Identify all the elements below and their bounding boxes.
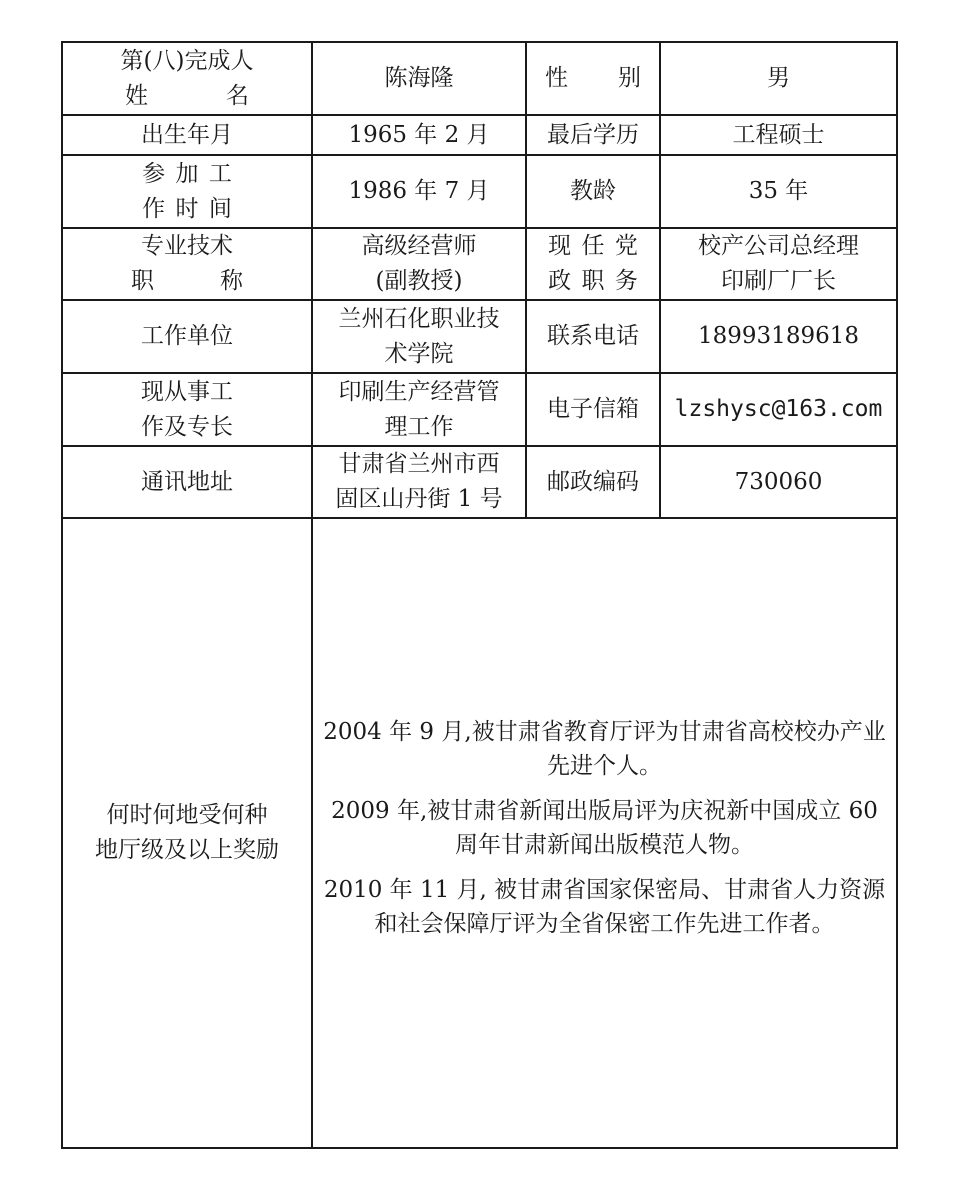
- birth-label: 出生年月: [62, 115, 312, 155]
- gender-label-a: 性: [545, 65, 568, 91]
- awards-label-line1: 何时何地受何种: [106, 802, 268, 828]
- title-label-line1: 专业技术: [141, 233, 233, 259]
- education-label: 最后学历: [526, 115, 660, 155]
- work-start-label-cell: [62, 155, 312, 228]
- title-value-line1: 高级经营师: [361, 233, 477, 259]
- employer-value-cell: [312, 300, 526, 373]
- post-value-cell: [660, 228, 897, 300]
- award-item: 2010 年 11 月, 被甘肃省国家保密局、甘肃省人力资源和社会保障厅评为全省保密工作先进工作者。: [323, 876, 886, 937]
- row-birth: [62, 115, 897, 155]
- name-label-line2a: 姓: [125, 82, 148, 109]
- work-label-line2: 作及专长: [141, 413, 233, 440]
- awards-content: [312, 518, 897, 1148]
- gender-value: 男: [660, 42, 897, 115]
- title-label-line2: [69, 264, 305, 299]
- email-label: 电子信箱: [526, 373, 660, 446]
- award-candidate-form: [61, 41, 898, 1149]
- post-label-line2: 政职务: [548, 268, 649, 294]
- work-value-line2: 理工作: [384, 413, 454, 440]
- phone-value: 18993189618: [660, 300, 897, 373]
- award-item: 2004 年 9 月,被甘肃省教育厅评为甘肃省高校校办产业先进个人。: [323, 718, 886, 779]
- postcode-label: 邮政编码: [526, 446, 660, 518]
- title-label-line2a: 职: [131, 268, 154, 294]
- title-label-cell: [62, 228, 312, 300]
- row-name: [62, 42, 897, 115]
- work-start-label-line2: 作时间: [142, 195, 243, 222]
- row-title: [62, 228, 897, 300]
- name-label-line2b: 名: [226, 82, 249, 109]
- education-value: 工程硕士: [660, 115, 897, 155]
- email-value: lzshysc@163.com: [660, 373, 897, 446]
- work-label-line1: 现从事工: [141, 378, 233, 405]
- address-label: 通讯地址: [62, 446, 312, 518]
- awards-label-line2: 地厅级及以上奖励: [95, 837, 279, 863]
- title-value-line2: (副教授): [375, 268, 463, 294]
- awards-label-cell: [62, 518, 312, 1148]
- phone-label: 联系电话: [526, 300, 660, 373]
- employer-value-line1: 兰州石化职业技: [338, 305, 500, 332]
- name-label-line1: 第(八)完成人: [120, 47, 254, 74]
- row-employer: [62, 300, 897, 373]
- employer-value-line2: 术学院: [384, 340, 454, 367]
- employer-label: 工作单位: [62, 300, 312, 373]
- work-value-line1: 印刷生产经营管: [338, 378, 500, 405]
- row-work-start: [62, 155, 897, 228]
- birth-value: 1965 年 2 月: [312, 115, 526, 155]
- title-label-line2b: 称: [220, 268, 243, 294]
- work-start-label-line1: 参加工: [142, 160, 243, 187]
- post-value-line1: 校产公司总经理: [698, 233, 859, 259]
- row-address: [62, 446, 897, 518]
- work-start-value: 1986 年 7 月: [312, 155, 526, 228]
- postcode-value: 730060: [660, 446, 897, 518]
- row-awards: [62, 518, 897, 1148]
- work-label-cell: [62, 373, 312, 446]
- teaching-age-value: 35 年: [660, 155, 897, 228]
- name-value: 陈海隆: [312, 42, 526, 115]
- name-label-cell: [62, 42, 312, 115]
- title-value-cell: [312, 228, 526, 300]
- teaching-age-label: 教龄: [526, 155, 660, 228]
- work-value-cell: [312, 373, 526, 446]
- gender-label-b: 别: [618, 65, 641, 91]
- post-value-line2: 印刷厂厂长: [721, 268, 836, 294]
- gender-label-cell: [526, 42, 660, 115]
- address-value-line2: 固区山丹街 1 号: [335, 486, 503, 512]
- post-label-cell: [526, 228, 660, 300]
- award-item: 2009 年,被甘肃省新闻出版局评为庆祝新中国成立 60 周年甘肃新闻出版模范人物。: [331, 797, 878, 858]
- name-label-line2: [69, 79, 305, 114]
- address-value-cell: [312, 446, 526, 518]
- post-label-line1: 现任党: [548, 233, 649, 259]
- row-work: [62, 373, 897, 446]
- address-value-line1: 甘肃省兰州市西: [338, 451, 500, 477]
- gender-label: [533, 61, 653, 96]
